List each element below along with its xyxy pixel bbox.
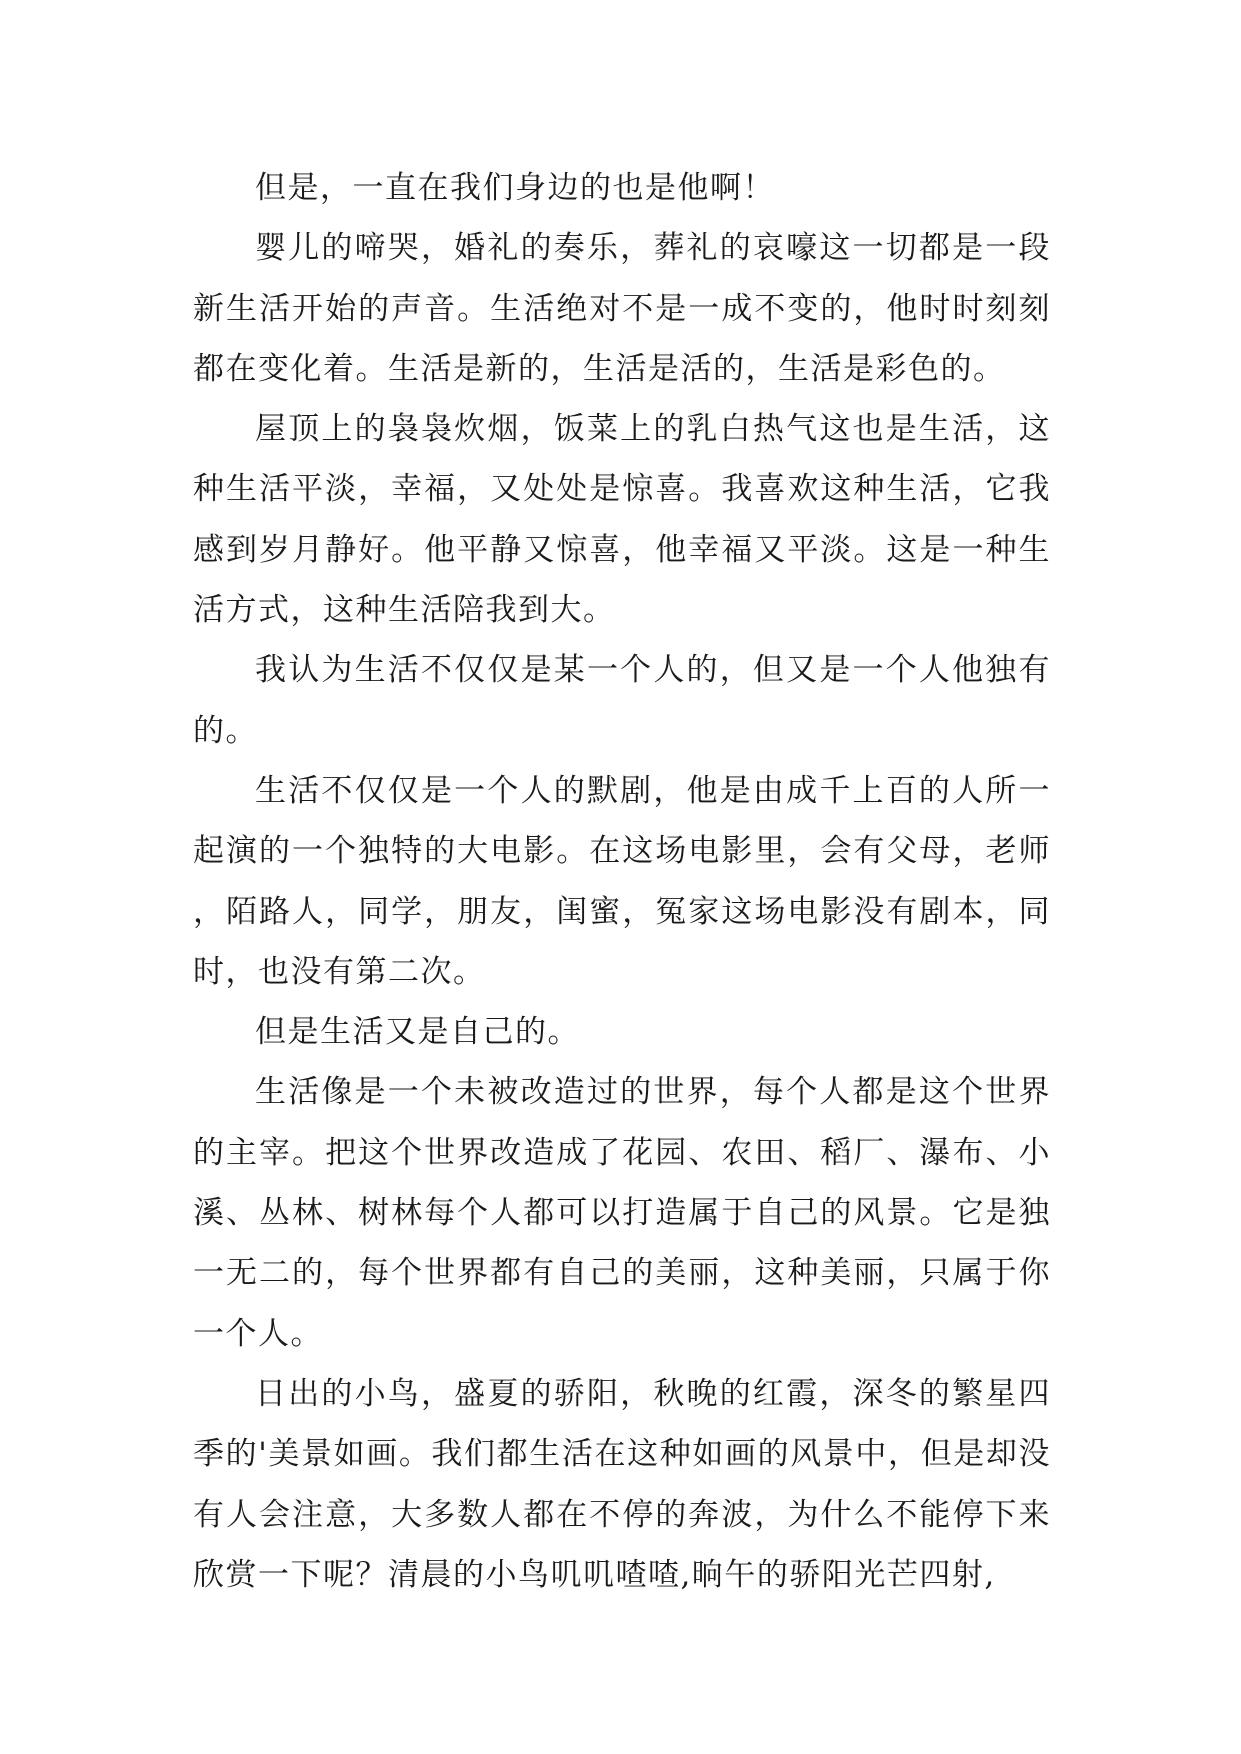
paragraph: 婴儿的啼哭，婚礼的奏乐，葬礼的哀嚎这一切都是一段新生活开始的声音。生活绝对不是一成不变的，他时时刻刻都在变化着。生活是新的，生活是活的，生活是彩色的。 [193,230,1051,387]
paragraph: 我认为生活不仅仅是某一个人的，但又是一个人他独有的。 [193,652,1051,749]
document-body [193,158,1051,1605]
paragraph: 但是，一直在我们身边的也是他啊！ [255,170,775,206]
paragraph: 生活像是一个未被改造过的世界，每个人都是这个世界的主宰。把这个世界改造成了花园、农田、稻厂、瀑布、小溪、丛林、树林每个人都可以打造属于自己的风景。它是独一无二的，每个世界都有自己的美丽，这种美丽，只属于你一个人。 [193,1074,1051,1352]
paragraph: 日出的小鸟，盛夏的骄阳，秋晚的红霞，深冬的繁星四季的'美景如画。我们都生活在这种如画的风景中，但是却没有人会注意，大多数人都在不停的奔波，为什么不能停下来欣赏一下呢？清晨的小鸟叽叽喳喳,晌午的骄阳光芒四射, [193,1375,1051,1593]
paragraph: 屋顶上的袅袅炊烟，饭菜上的乳白热气这也是生活，这种生活平淡，幸福，又处处是惊喜。我喜欢这种生活，它我感到岁月静好。他平静又惊喜，他幸福又平淡。这是一种生活方式，这种生活陪我到大。 [193,411,1051,629]
paragraph: 但是生活又是自己的。 [255,1014,580,1051]
paragraph: 生活不仅仅是一个人的默剧，他是由成千上百的人所一起演的一个独特的大电影。在这场电影里，会有父母，老师，陌路人，同学，朋友，闺蜜，冤家这场电影没有剧本，同时，也没有第二次。 [193,772,1051,990]
